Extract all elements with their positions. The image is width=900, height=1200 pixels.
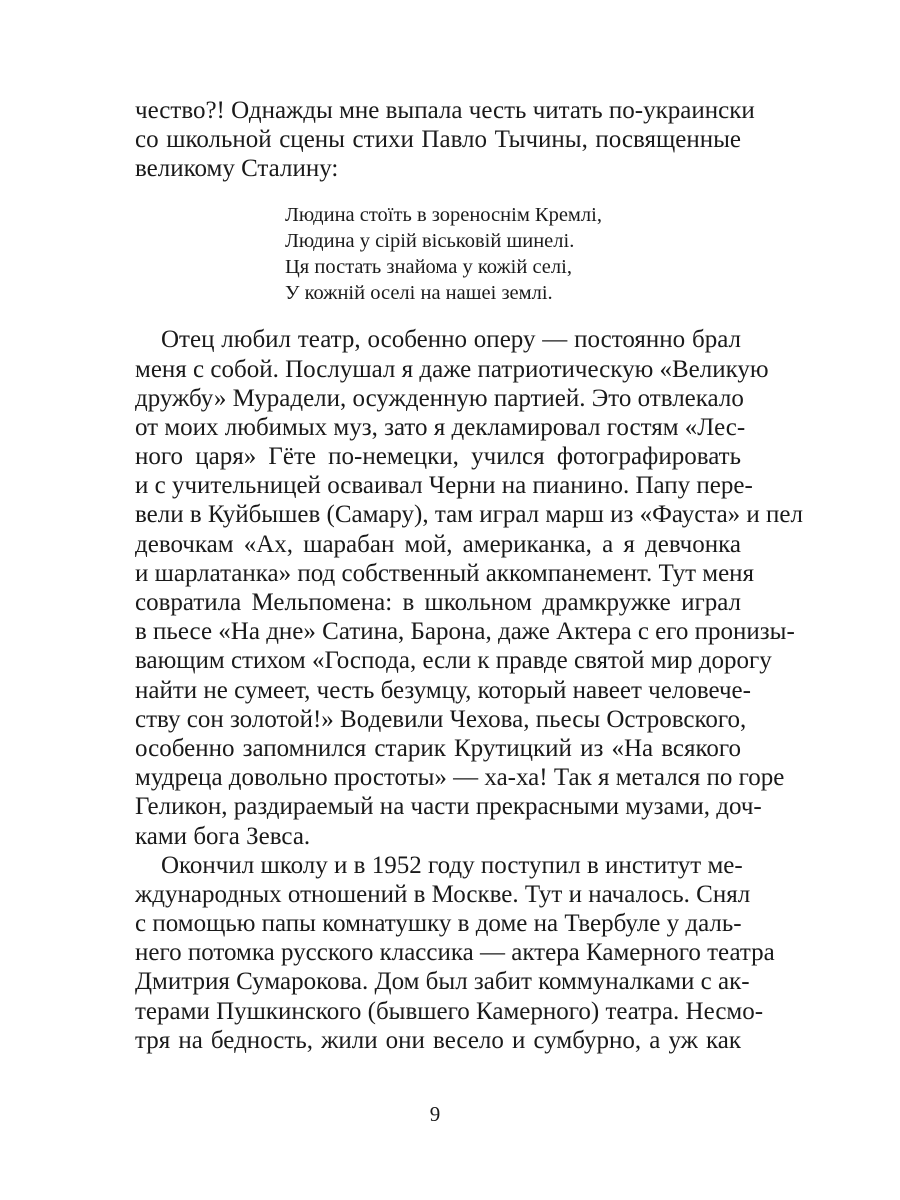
page-body — [135, 96, 803, 1055]
text-line: тря на бедность, жили они весело и сумбурно, а уж как — [135, 1026, 741, 1054]
poem-line: Людина стоїть в зореноснім Кремлі, — [285, 203, 602, 226]
page-number: 9 — [429, 1102, 441, 1126]
text-line: найти не сумеет, честь безумцу, который навеет человече- — [135, 676, 751, 704]
text-line: терами Пушкинского (бывшего Камерного) театра. Несмо- — [135, 997, 764, 1025]
text-line: совратила Мельпомена: в школьном драмкружке играл — [135, 589, 741, 616]
text-line: и шарлатанка» под собственный аккомпанемент. Тут меня — [135, 559, 755, 587]
text-line: мудреца довольно простоты» — ха-ха! Так я метался по горе — [135, 764, 785, 792]
text-line: с помощью папы комнатушку в доме на Твербуле у даль- — [135, 910, 742, 938]
text-line: Геликон, раздираемый на части прекрасными музами, доч- — [135, 793, 762, 821]
poem-line: У кожній оселі на нашеі землі. — [285, 282, 553, 305]
text-line: ками бога Зевса. — [135, 822, 311, 850]
text-line: ству сон золотой!» Водевили Чехова, пьесы Островского, — [135, 705, 747, 733]
text-line: ного царя» Гёте по-немецки, учился фотографировать — [135, 443, 741, 471]
paragraph-institute — [135, 851, 775, 1055]
text-line: особенно запомнился старик Крутицкий из «На всякого — [135, 734, 741, 762]
text-line: дружбу» Мурадели, осужденную партией. Это отвлекало — [135, 384, 744, 412]
text-line: Дмитрия Сумарокова. Дом был забит коммуналками с ак- — [135, 968, 750, 996]
intro-paragraph — [135, 96, 755, 184]
text-line: Окончил школу и в 1952 году поступил в институт ме- — [161, 851, 743, 879]
text-line: меня с собой. Послушал я даже патриотическую «Великую — [135, 355, 769, 383]
text-line: в пьесе «На дне» Сатина, Барона, даже Актера с его пронизы- — [135, 618, 795, 646]
text-line: ждународных отношений в Москве. Тут и началось. Снял — [135, 880, 751, 908]
poem-line: Ця постать знайома у кожій селі, — [285, 255, 572, 278]
text-line: вающим стихом «Господа, если к правде святой мир дорогу — [135, 647, 772, 675]
text-line: девочкам «Ах, шарабан мой, американка, а я девчонка — [135, 530, 741, 558]
text-line: Отец любил театр, особенно оперу — постоянно брал — [161, 326, 741, 354]
poem-quote — [135, 202, 741, 307]
text-line: чество?! Однажды мне выпала честь читать по-украински — [135, 97, 755, 124]
text-line: со школьной сцены стихи Павло Тычины, посвященные — [135, 126, 741, 154]
text-line: от моих любимых муз, зато я декламировал гостям «Лес- — [135, 413, 746, 441]
text-line: вели в Куйбышев (Самару), там играл марш из «Фауста» и пел — [135, 501, 803, 529]
text-line: и с учительницей осваивал Черни на пианино. Папу пере- — [135, 472, 753, 500]
text-line: него потомка русского классика — актера Камерного театра — [135, 939, 775, 967]
paragraph-theatre — [135, 325, 803, 850]
text-line: великому Сталину: — [135, 155, 339, 183]
poem-line: Людина у сірій віськовій шинелі. — [285, 229, 575, 252]
